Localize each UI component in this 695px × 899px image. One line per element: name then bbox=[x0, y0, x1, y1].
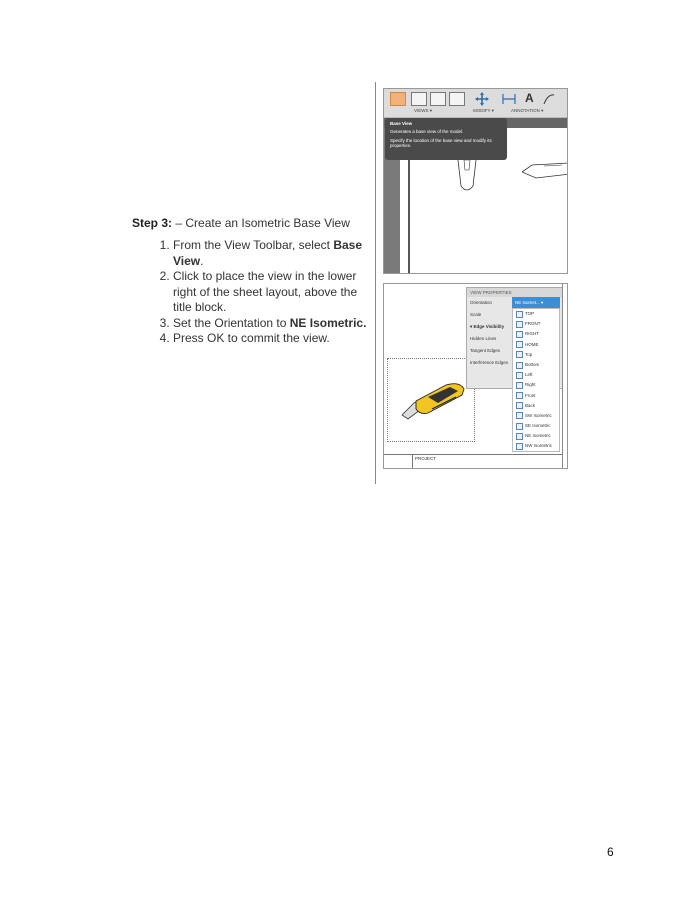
option-bottom[interactable]: Bottom bbox=[513, 360, 559, 370]
base-view-icon[interactable] bbox=[390, 92, 406, 106]
option-ne-isometric[interactable]: NE Isometric bbox=[513, 431, 559, 441]
views-group-label: VIEWS ▾ bbox=[414, 108, 433, 113]
view-cube-icon bbox=[516, 321, 523, 328]
step-title: – Create an Isometric Base View bbox=[172, 216, 350, 230]
view-cube-icon bbox=[516, 331, 523, 338]
option-home[interactable]: HOME bbox=[513, 340, 559, 350]
tooltip-title: Base View bbox=[390, 121, 413, 126]
edge-visibility-label[interactable]: ▾ Edge Visibility bbox=[470, 324, 505, 329]
detail-view-icon[interactable] bbox=[449, 92, 465, 106]
sheet-border-right bbox=[562, 284, 563, 468]
move-icon[interactable] bbox=[475, 92, 489, 106]
hidden-lines-label: Hidden Lines bbox=[470, 336, 497, 341]
step-list bbox=[132, 238, 367, 347]
option-right-2[interactable]: Right bbox=[513, 380, 559, 390]
title-block-divider bbox=[412, 454, 413, 468]
option-nw-isometric[interactable]: NW Isometric bbox=[513, 441, 559, 451]
view-cube-icon bbox=[516, 433, 523, 440]
orientation-options bbox=[512, 308, 560, 452]
view-cube-icon bbox=[516, 351, 523, 358]
divider-line bbox=[375, 82, 376, 484]
step-label: Step 3: bbox=[132, 216, 173, 230]
view-cube-icon bbox=[516, 423, 523, 430]
view-cube-icon bbox=[516, 443, 523, 450]
orientation-label: Orientation bbox=[470, 300, 493, 305]
option-left[interactable]: Left bbox=[513, 370, 559, 380]
view-cube-icon bbox=[516, 362, 523, 369]
view-cube-icon bbox=[516, 311, 523, 318]
view-cube-icon bbox=[516, 412, 523, 419]
interference-edges-label: Interference Edges bbox=[470, 360, 509, 365]
tooltip-line: Specify the location of the base view and modify its properties. bbox=[390, 137, 492, 148]
step-heading bbox=[132, 216, 367, 230]
orientation-dropdown[interactable]: NE Isomet... ▾ bbox=[512, 297, 560, 308]
base-view-tooltip bbox=[385, 118, 507, 160]
scale-label: Scale bbox=[470, 312, 482, 317]
list-item: 3. Set the Orientation to NE Isometric. bbox=[173, 316, 367, 332]
leader-icon[interactable] bbox=[542, 92, 556, 105]
option-se-isometric[interactable]: SE Isometric bbox=[513, 421, 559, 431]
knife-side-view bbox=[522, 160, 568, 184]
list-item: 1. From the View Toolbar, select Base View. bbox=[173, 238, 367, 269]
option-right[interactable]: RIGHT bbox=[513, 329, 559, 339]
dimension-icon[interactable] bbox=[502, 93, 516, 105]
toolbar-screenshot bbox=[383, 88, 568, 274]
view-cube-icon bbox=[516, 341, 523, 348]
tangent-edges-label: Tangent Edges bbox=[470, 348, 501, 353]
option-front-2[interactable]: Front bbox=[513, 391, 559, 401]
text-icon[interactable]: A bbox=[525, 91, 534, 105]
option-sw-isometric[interactable]: SW Isometric bbox=[513, 411, 559, 421]
title-block bbox=[384, 454, 562, 469]
view-cube-icon bbox=[516, 372, 523, 379]
project-label: PROJECT bbox=[415, 456, 437, 461]
knife-isometric-view bbox=[398, 379, 470, 421]
option-top[interactable]: TOP bbox=[513, 309, 559, 319]
tooltip-line: Generates a base view of the model. bbox=[390, 129, 464, 134]
option-top-2[interactable]: Top bbox=[513, 350, 559, 360]
view-properties-screenshot bbox=[383, 283, 568, 469]
view-cube-icon bbox=[516, 402, 523, 409]
projected-view-icon[interactable] bbox=[411, 92, 427, 106]
option-back[interactable]: Back bbox=[513, 401, 559, 411]
panel-title: VIEW PROPERTIES bbox=[467, 288, 562, 297]
page-number: 6 bbox=[607, 845, 614, 859]
option-front[interactable]: FRONT bbox=[513, 319, 559, 329]
section-view-icon[interactable] bbox=[430, 92, 446, 106]
view-cube-icon bbox=[516, 382, 523, 389]
list-item: 4. Press OK to commit the view. bbox=[173, 331, 367, 347]
view-cube-icon bbox=[516, 392, 523, 399]
list-item: 2. Click to place the view in the lower right of the sheet layout, above the title block. bbox=[173, 269, 367, 316]
modify-group-label: MODIFY ▾ bbox=[473, 108, 494, 113]
ribbon-toolbar bbox=[384, 89, 567, 118]
annotation-group-label: ANNOTATION ▾ bbox=[511, 108, 544, 113]
instruction-block bbox=[132, 216, 367, 347]
